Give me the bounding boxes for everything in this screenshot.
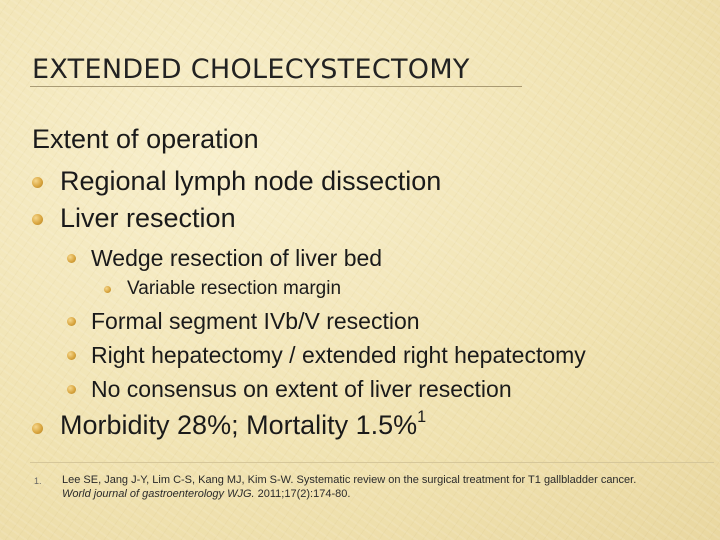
bullet-icon <box>67 317 76 326</box>
bullet-icon <box>32 423 43 434</box>
footnote-details: 2011;17(2):174-80. <box>254 488 351 500</box>
footnote-ref: 1 <box>417 407 427 426</box>
morbidity-text: Morbidity 28%; Mortality 1.5% <box>60 410 418 440</box>
bullet-liver-resection: Liver resection <box>60 203 236 233</box>
bullet-icon <box>67 254 76 263</box>
footnote-citation <box>62 473 702 501</box>
bullet-no-consensus: No consensus on extent of liver resection <box>91 376 512 402</box>
bullet-icon <box>32 177 43 188</box>
bullet-variable-margin: Variable resection margin <box>127 278 342 299</box>
title-underline <box>30 86 522 87</box>
bullet-icon <box>67 351 76 360</box>
footnote-journal: World journal of gastroenterology WJG. <box>62 488 255 500</box>
bullet-icon <box>104 286 111 293</box>
bullet-icon <box>32 214 43 225</box>
bullet-morbidity <box>60 407 427 441</box>
slide-title: EXTENDED CHOLECYSTECTOMY <box>32 54 470 85</box>
bullet-formal-segment: Formal segment IVb/V resection <box>91 308 420 334</box>
bullet-icon <box>67 385 76 394</box>
intro-text: Extent of operation <box>32 124 259 154</box>
footnote-number: 1. <box>34 476 42 486</box>
bullet-wedge-resection: Wedge resection of liver bed <box>91 245 383 271</box>
footnote-authors: Lee SE, Jang J-Y, Lim C-S, Kang MJ, Kim S-W. Systematic review on the surgical treatment for T1 gallbladder cancer. <box>62 474 637 486</box>
footnote-divider <box>30 462 714 463</box>
bullet-right-hepatectomy: Right hepatectomy / extended right hepatectomy <box>91 342 586 368</box>
bullet-regional-lymph: Regional lymph node dissection <box>60 166 442 196</box>
